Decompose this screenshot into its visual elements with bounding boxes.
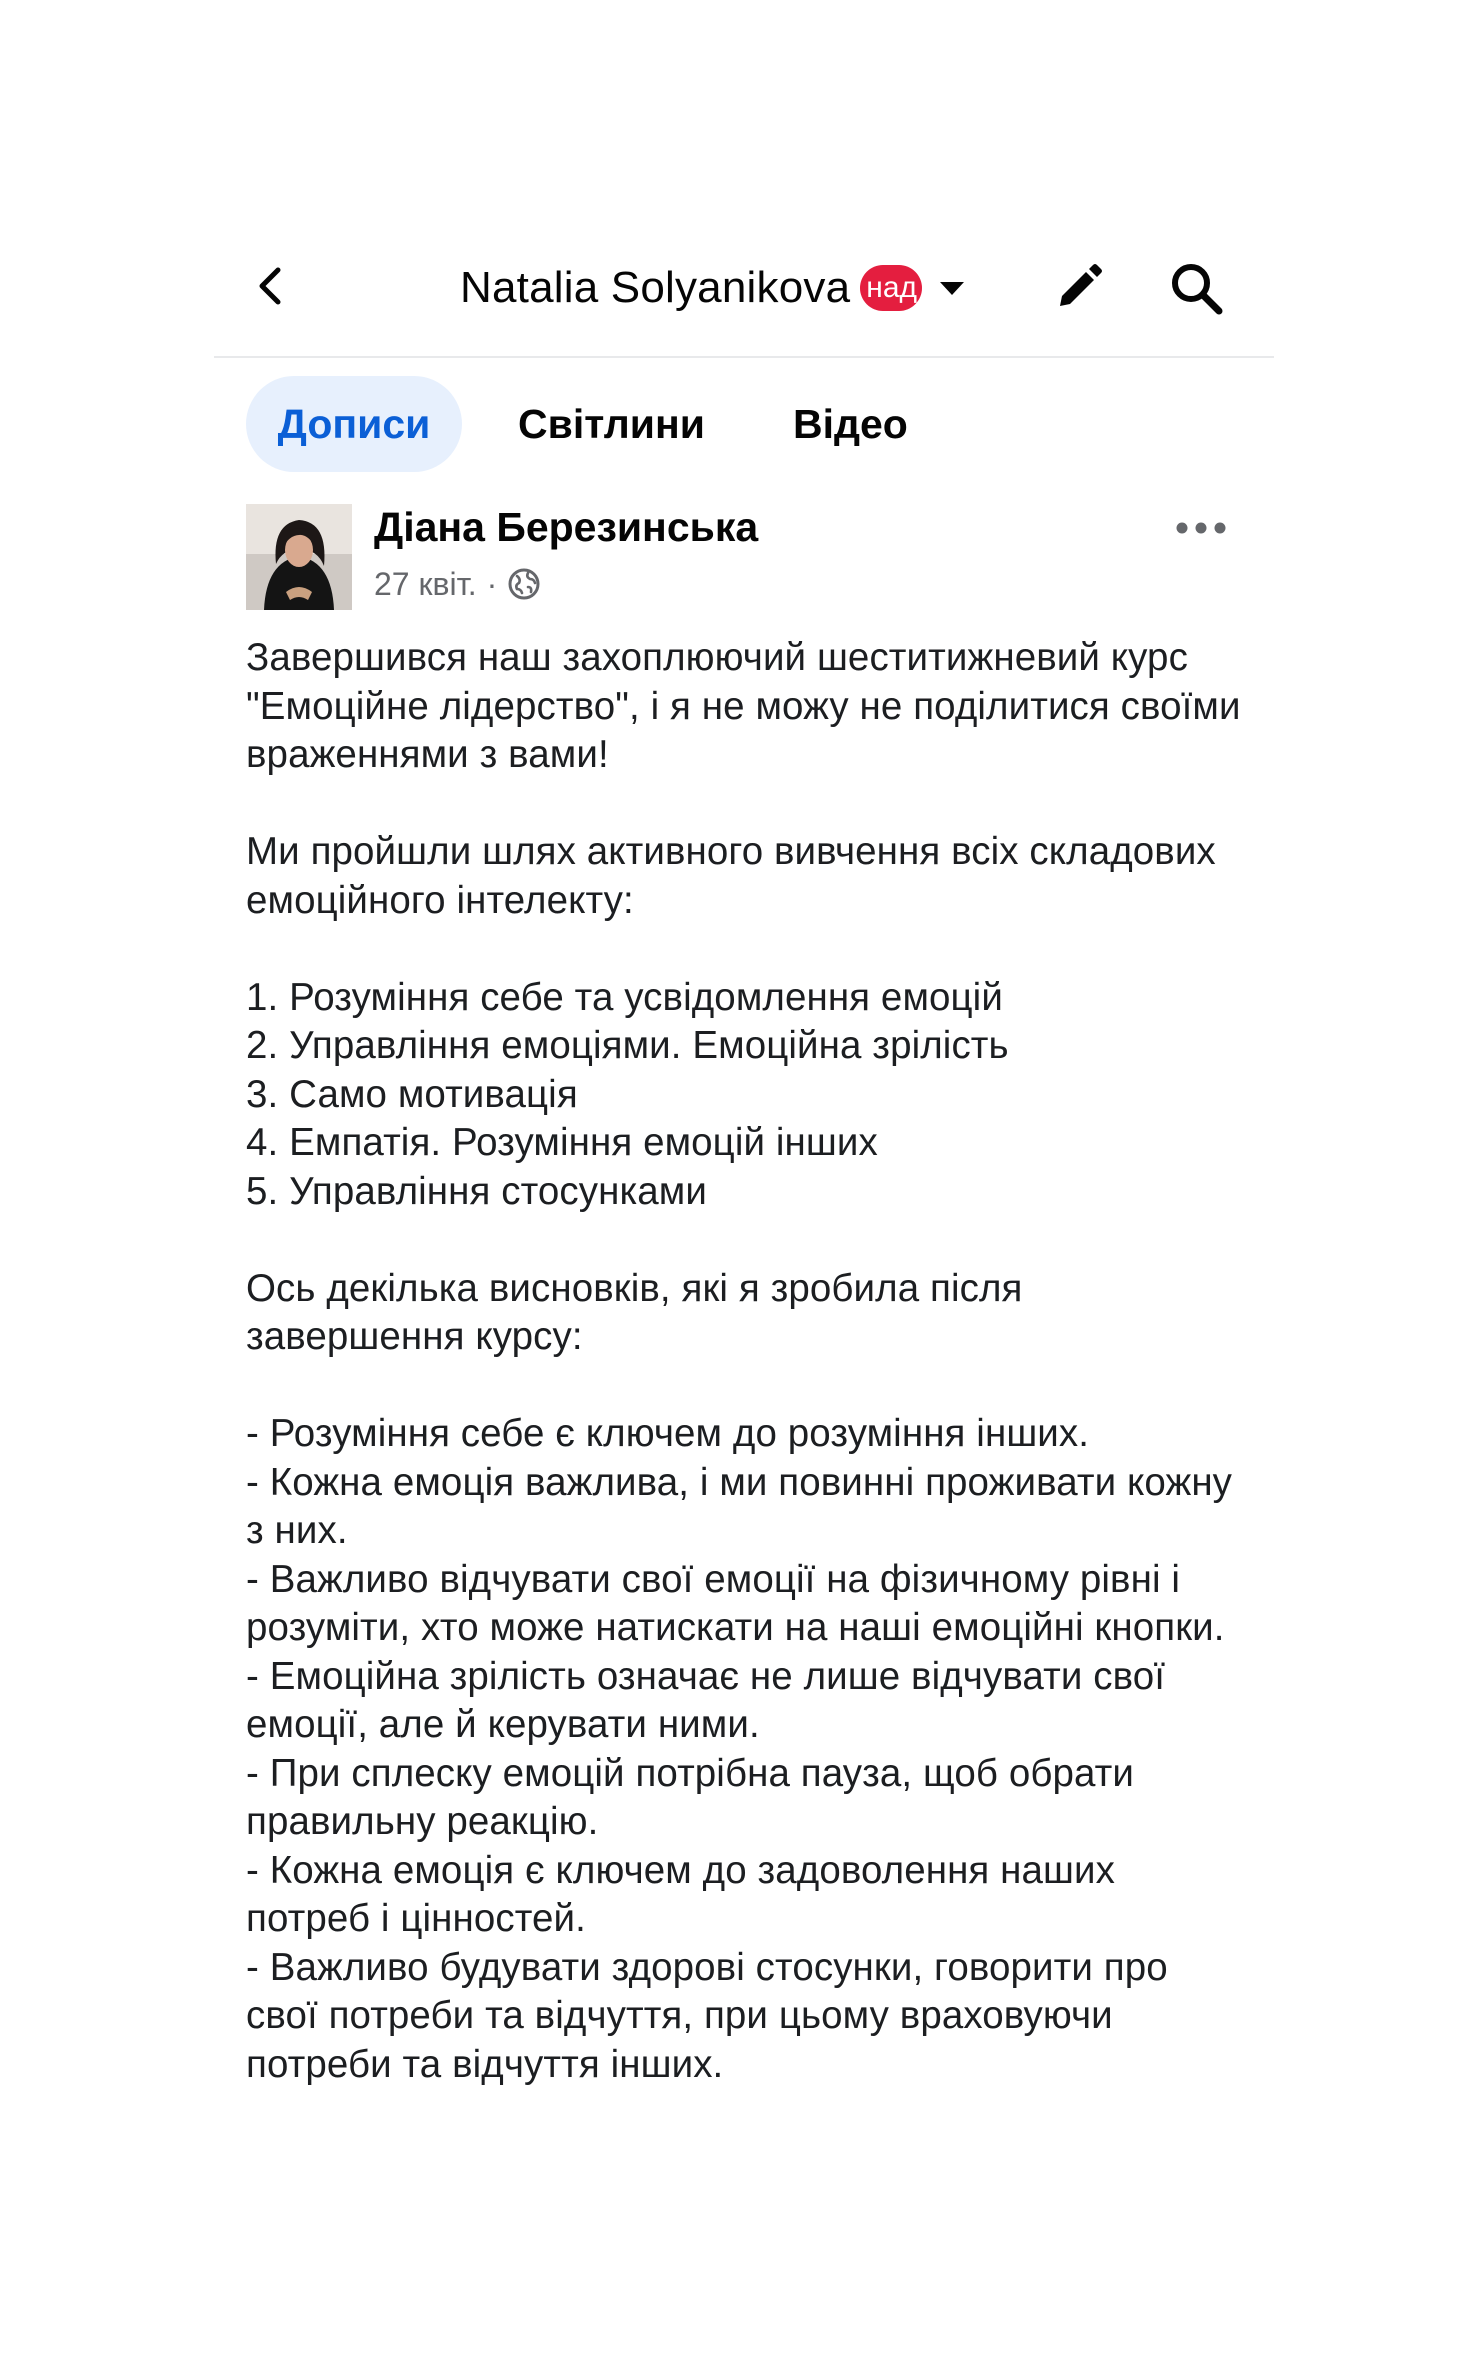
notification-badge: над: [860, 265, 922, 311]
globe-icon: [507, 567, 541, 601]
post-options-button[interactable]: [1166, 500, 1236, 556]
post-header: [246, 500, 1246, 620]
post-text-line: 3. Само мотивація: [246, 1072, 578, 1116]
post-text-line: - Розуміння себе є ключем до розуміння інших.: [246, 1412, 1090, 1455]
post-text-spacer: [246, 780, 1246, 829]
post-text-spacer: [246, 1216, 1246, 1265]
post-text-spacer: [246, 1362, 1246, 1411]
post-author[interactable]: Діана Березинська: [374, 504, 759, 550]
post-text-line: - Кожна емоція є ключем до задоволення наших потреб і цінностей.: [246, 1848, 1126, 1940]
post-text-line: Ось декілька висновків, які я зробила після завершення курсу:: [246, 1266, 1034, 1358]
post-text-line: - Важливо будувати здорові стосунки, говорити про свої потреби та відчуття, при цьому враховуючи потреби та відчуття інших.: [246, 1945, 1179, 2086]
post-text-spacer: [246, 925, 1246, 974]
profile-header: [214, 236, 1274, 358]
post-date[interactable]: 27 квіт.: [374, 565, 477, 602]
post-text-line: Ми пройшли шлях активного вивчення всіх складових емоційного інтелекту:: [246, 830, 1227, 922]
post-text-line: - При сплеску емоцій потрібна пауза, щоб обрати правильну реакцію.: [246, 1751, 1145, 1843]
post-text-line: 5. Управління стосунками: [246, 1169, 707, 1213]
post-text-line: - Кожна емоція важлива, і ми повинні проживати кожну з них.: [246, 1460, 1243, 1552]
search-icon: [1167, 259, 1225, 317]
avatar[interactable]: [246, 504, 352, 610]
post-text-line: 2. Управління емоціями. Емоційна зрілість: [246, 1024, 1009, 1067]
pencil-icon: [1050, 260, 1106, 316]
edit-button[interactable]: [1046, 256, 1110, 320]
profile-switcher[interactable]: [460, 258, 964, 318]
back-button[interactable]: [242, 256, 302, 316]
meta-separator: ·: [486, 565, 498, 602]
content-tabs: [246, 376, 908, 472]
search-button[interactable]: [1164, 256, 1228, 320]
post-text-line: - Емоційна зрілість означає не лише відчувати свої емоції, але й керувати ними.: [246, 1654, 1176, 1746]
tab-photos[interactable]: Світлини: [518, 400, 705, 447]
tab-posts[interactable]: Дописи: [246, 376, 462, 472]
tab-video[interactable]: Відео: [792, 400, 908, 447]
post-text-line: - Важливо відчувати свої емоції на фізичному рівні і розуміти, хто може натискати на наші емоційні кнопки.: [246, 1557, 1225, 1649]
caret-down-icon: [940, 282, 964, 295]
post-text-line: Завершився наш захоплюючий шеститижневий курс "Емоційне лідерство", і я не можу не поділитися своїми враженнями з вами!: [246, 636, 1252, 776]
avatar-photo: [246, 504, 352, 610]
post-text-line: 1. Розуміння себе та усвідомлення емоцій: [246, 975, 1003, 1019]
post-text-line: 4. Емпатія. Розуміння емоцій інших: [246, 1121, 878, 1164]
page-title: Natalia Solyanikova: [460, 263, 851, 312]
chevron-left-icon: [252, 266, 292, 306]
post-text: [246, 634, 1252, 2120]
more-horizontal-icon: [1174, 520, 1228, 536]
post-meta: [374, 562, 541, 606]
